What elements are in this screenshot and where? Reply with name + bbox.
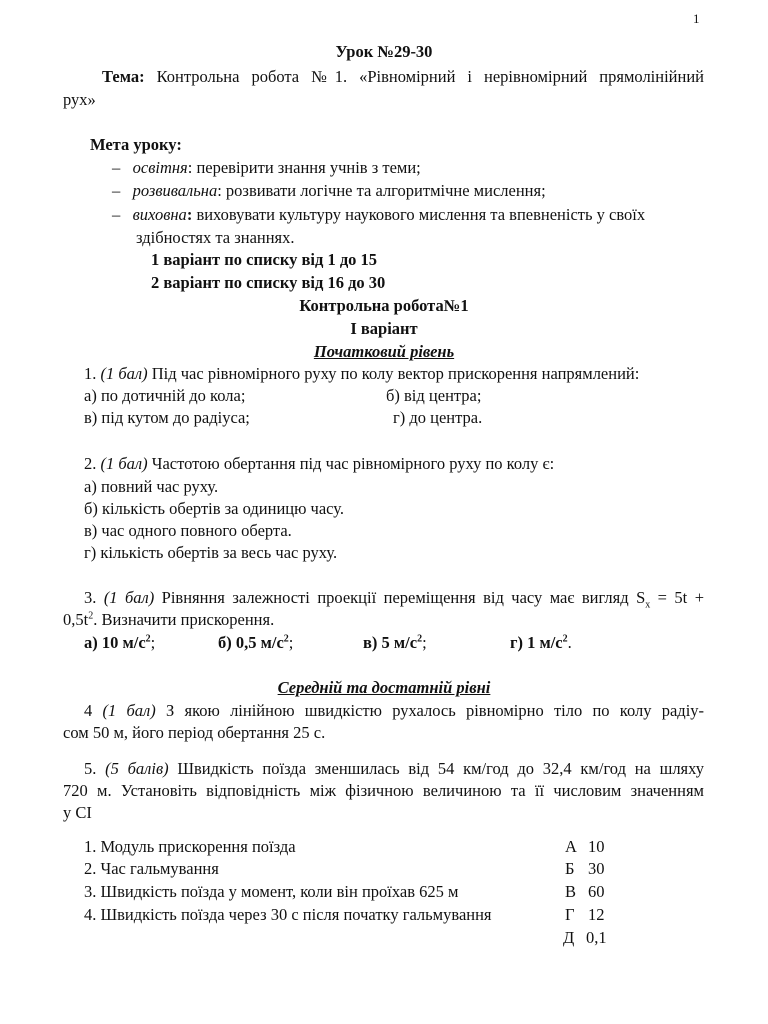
- q2-option-d: г) кількість обертів за весь час руху.: [84, 543, 338, 562]
- q3-option-d: г) 1 $м/с^2$.: [510, 633, 572, 652]
- q2-option-b: б) кількість обертів за одиницю часу.: [84, 499, 345, 518]
- q5-value-c: 60: [588, 882, 605, 901]
- q5-letter-c: В: [565, 882, 577, 901]
- question-3-cont: $0,5t^2$. Визначити прискорення.: [63, 610, 275, 629]
- q3-option-b: б) 0,5 $м/с^2$;: [218, 633, 294, 652]
- question-2: 2. (1 бал) Частотою обертання під час рівномірного руху по колу є:: [84, 454, 555, 473]
- test-title: Контрольна робота№1: [299, 296, 469, 315]
- goal-upbringing: – виховна: виховувати культуру наукового мислення та впевненість у своїх: [112, 205, 646, 224]
- variant-2-assignment: 2 варіант по списку від 16 до 30: [151, 273, 386, 292]
- q5-letter-d: Г: [565, 905, 575, 924]
- lesson-title: Урок №29-30: [335, 42, 433, 61]
- q2-option-c: в) час одного повного оберта.: [84, 521, 292, 540]
- question-1: 1. (1 бал) Під час рівномірного руху по колу вектор прискорення напрямлений:: [84, 364, 640, 383]
- variant-title: І варіант: [350, 319, 418, 338]
- q3-option-a: а) 10 $м/с^2$;: [84, 633, 156, 652]
- question-4-cont: сом 50 м, його період обертання 25 с.: [63, 723, 326, 742]
- q5-letter-e: Д: [563, 928, 575, 947]
- q5-value-d: 12: [588, 905, 605, 924]
- q5-row-1: 1. Модуль прискорення поїзда: [84, 837, 296, 856]
- q5-row-2: 2. Час гальмування: [84, 859, 219, 878]
- topic-text: Контрольна робота №1. «Рівномірний і нерівномірний прямолінійний: [156, 67, 705, 86]
- level-2-title: Середній та достатній рівні: [277, 678, 491, 697]
- goal-development: – розвивальна: розвивати логічне та алгоритмічне мислення;: [112, 181, 546, 200]
- topic-line-2: рух»: [63, 90, 96, 109]
- q1-option-c: в) під кутом до радіуса;: [84, 408, 250, 427]
- goals-heading: Мета уроку:: [90, 135, 182, 154]
- question-5: 5. (5 балів) Швидкість поїзда зменшилась від 54 км/год до 32,4 км/год на шляху: [84, 759, 705, 778]
- page-number: 1: [693, 11, 700, 26]
- level-1-title: Початковий рівень: [313, 342, 455, 361]
- q5-value-e: 0,1: [586, 928, 607, 947]
- variant-1-assignment: 1 варіант по списку від 1 до 15: [151, 250, 378, 269]
- question-4: 4 (1 бал) З якою лінійною швидкістю рухалось рівномірно тіло по колу радіу-: [84, 701, 705, 720]
- goal-education: – освітня: перевірити знання учнів з теми;: [112, 158, 421, 177]
- q5-row-4: 4. Швидкість поїзда через 30 с після початку гальмування: [84, 905, 492, 924]
- q1-option-d: г) до центра.: [393, 408, 483, 427]
- topic-label: Тема:: [102, 67, 145, 86]
- q2-option-a: а) повний час руху.: [84, 477, 219, 496]
- question-5-cont: 720 м. Установіть відповідність між фізичною величиною та її числовим значенням: [63, 781, 704, 800]
- q1-option-b: б) від центра;: [386, 386, 482, 405]
- question-5-cont-2: у СІ: [63, 803, 92, 822]
- q1-option-a: а) по дотичній до кола;: [84, 386, 246, 405]
- question-3: 3. (1 бал) Рівняння залежності проекції переміщення від часу має вигляд $S_x = 5t$ +: [84, 588, 704, 611]
- q3-option-c: в) 5 $м/с^2$;: [363, 633, 427, 652]
- q5-row-3: 3. Швидкість поїзда у момент, коли він проїхав 625 м: [84, 882, 459, 901]
- q5-value-a: 10: [588, 837, 605, 856]
- topic-line-1: [102, 66, 704, 88]
- q5-letter-b: Б: [565, 859, 575, 878]
- q5-value-b: 30: [588, 859, 605, 878]
- q5-letter-a: А: [565, 837, 577, 856]
- goal-upbringing-cont: здібностях та знаннях.: [136, 228, 295, 247]
